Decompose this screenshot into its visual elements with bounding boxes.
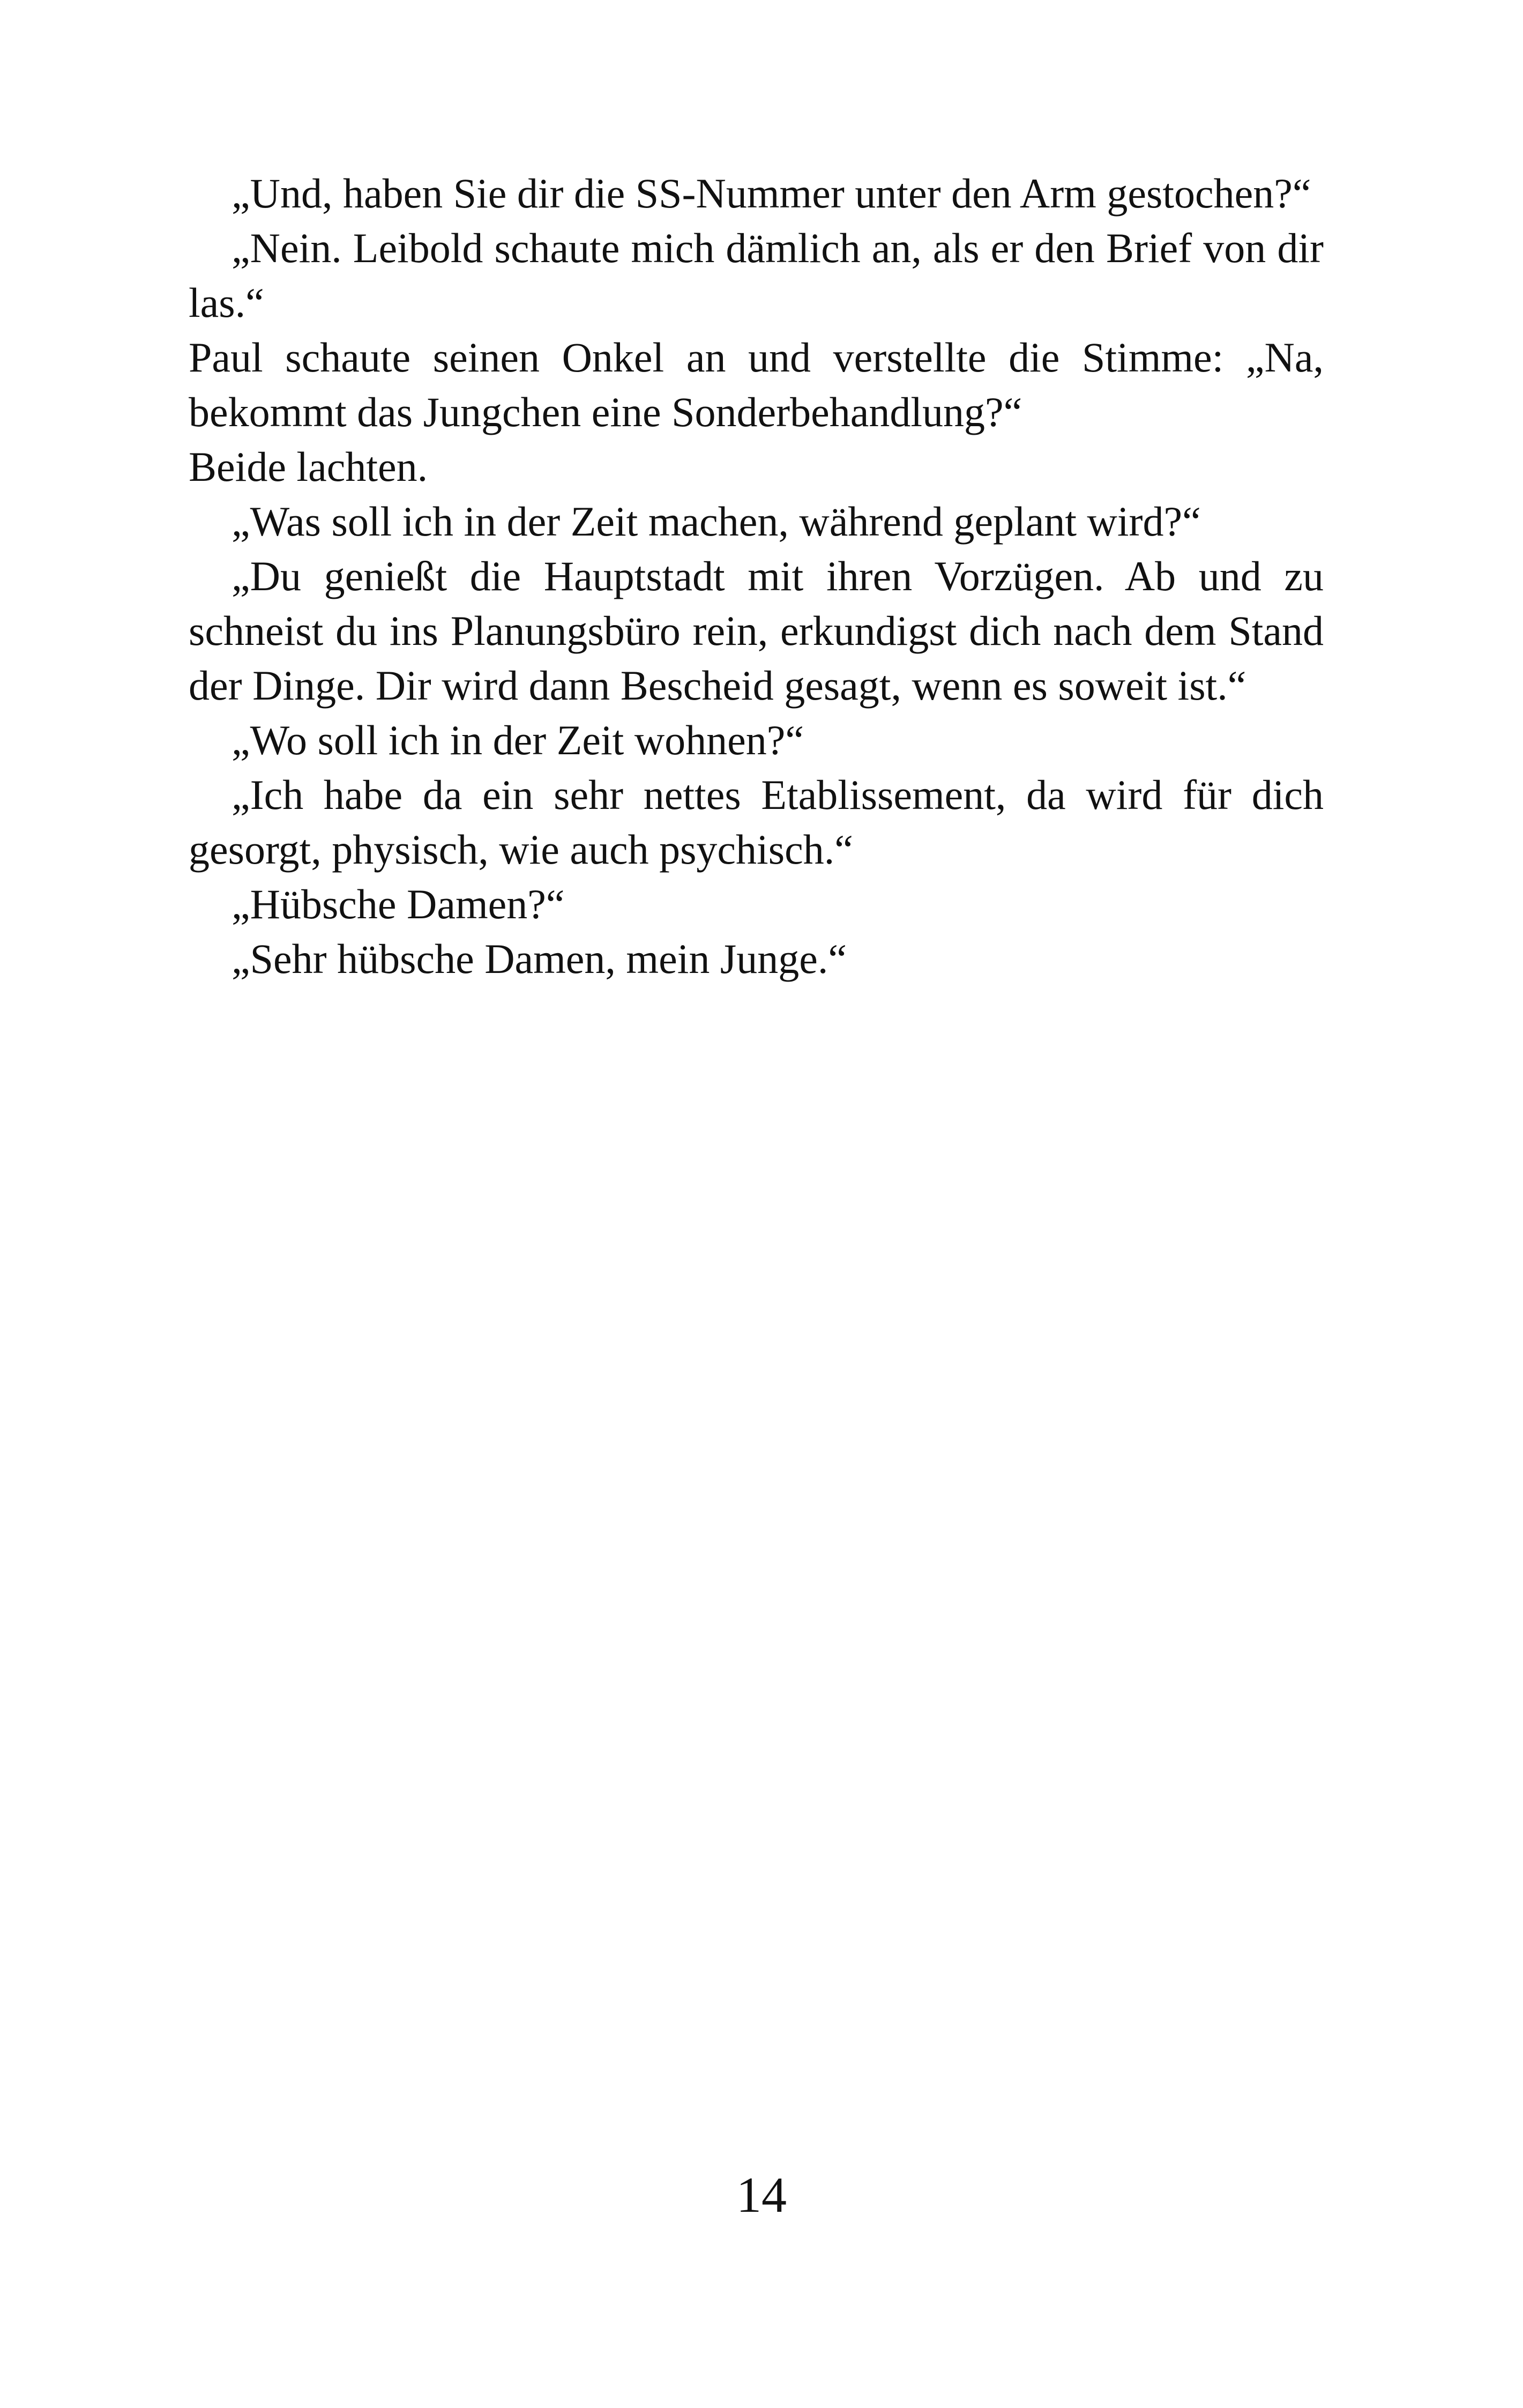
body-text [189, 166, 1324, 986]
paragraph: „Nein. Leibold schaute mich dämlich an, als er den Brief von dir las.“ [189, 225, 1324, 326]
paragraph: „Und, haben Sie dir die SS-Nummer unter den Arm gestochen?“ [232, 170, 1311, 217]
paragraph: „Wo soll ich in der Zeit wohnen?“ [232, 717, 804, 763]
paragraph: „Was soll ich in der Zeit machen, während geplant wird?“ [232, 498, 1201, 545]
page-number: 14 [736, 2167, 787, 2223]
paragraph: „Sehr hübsche Damen, mein Junge.“ [232, 935, 847, 982]
paragraph: „Hübsche Damen?“ [232, 881, 565, 927]
paragraph: Paul schaute seinen Onkel an und verstellte die Stimme: „Na, bekommt das Jungchen eine Sonderbehandlung?“ [189, 334, 1324, 435]
paragraph: Beide lachten. [189, 443, 428, 490]
paragraph: „Du genießt die Hauptstadt mit ihren Vorzügen. Ab und zu schneist du ins Planungsbüro rein, erkundigst dich nach dem Stand der Dinge. Dir wird dann Bescheid gesagt, wenn es soweit ist.“ [189, 553, 1324, 709]
paragraph: „Ich habe da ein sehr nettes Etablissement, da wird für dich gesorgt, physisch, wie auch psychisch.“ [189, 771, 1324, 873]
